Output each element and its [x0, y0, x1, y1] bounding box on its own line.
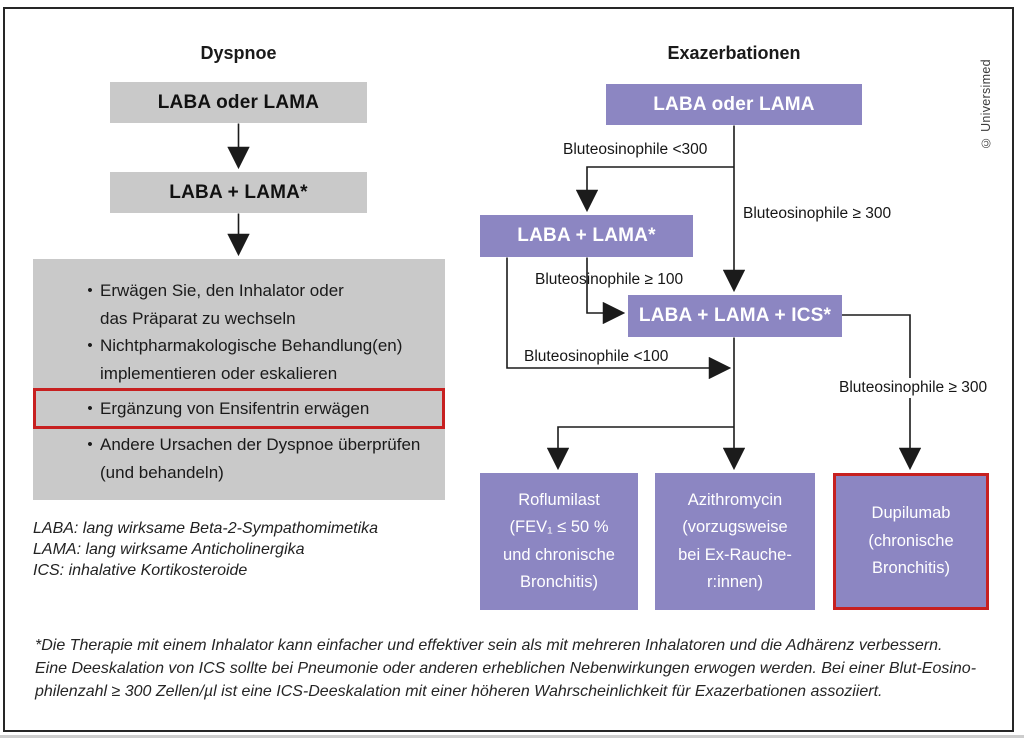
branch-label-eos-ge100: Bluteosinophile ≥ 100: [535, 271, 684, 288]
legend-line-lama: LAMA: lang wirksame Anticholinergika: [33, 541, 305, 558]
list-item: [33, 431, 445, 486]
bullet-icon: •: [87, 337, 93, 354]
list-item-highlighted-ensifentrin: [33, 388, 445, 429]
exa-step-laba-plus-lama: LABA + LAMA*: [480, 215, 693, 257]
column-title-exazerbationen: Exazerbationen: [667, 43, 801, 63]
bullet-icon: •: [87, 282, 93, 299]
dyspnoe-step-laba-plus-lama: LABA + LAMA*: [110, 172, 367, 213]
outcome-roflumilast: Roflumilast (FEV₁ ≤ 50 % und chronische Bronchitis): [480, 473, 638, 610]
list-item: [33, 277, 445, 332]
abbreviation-legend: [33, 518, 378, 581]
bottom-edge-divider: [0, 735, 1024, 738]
legend-line-ics: ICS: inhalative Kortikosteroide: [33, 562, 248, 579]
branch-label-eos-lt100: Bluteosinophile <100: [524, 348, 669, 365]
list-item: [33, 332, 445, 387]
outcome-dupilumab-highlighted: Dupilumab (chronische Bronchitis): [833, 473, 989, 610]
bullet-text: Erwägen Sie, den Inhalator oder das Präparat zu wechseln: [100, 281, 344, 328]
branch-label-eos-ge300-bottom: Bluteosinophile ≥ 300: [836, 378, 990, 398]
bullet-text: Andere Ursachen der Dyspnoe überprüfen (und behandeln): [100, 435, 421, 482]
branch-label-eos-ge300-top: Bluteosinophile ≥ 300: [743, 205, 892, 222]
exa-step-laba-lama-ics: LABA + LAMA + ICS*: [628, 295, 842, 337]
copyright-credit: © Universimed: [979, 59, 993, 150]
legend-line-laba: LABA: lang wirksame Beta-2-Sympathomimetika: [33, 520, 379, 537]
branch-label-eos-lt300: Bluteosinophile <300: [563, 141, 708, 158]
bullet-icon: •: [87, 436, 93, 453]
exa-step-laba-oder-lama: LABA oder LAMA: [606, 84, 862, 125]
footnote: *Die Therapie mit einem Inhalator kann einfacher und effektiver sein als mit mehreren Inhalatoren und die Adhärenz verbessern. Eine Deeskalation von ICS sollte bei Pneumonie oder anderen erheblichen Nebenwirkungen erwogen werden. Bei einer Blut-Eosino- philenzahl ≥ 300 Zellen/µl ist eine ICS-Deeskalation mit einer höheren Wahrscheinlichkeit für Exazerbationen assoziiert.: [35, 637, 977, 700]
dyspnoe-recommendations-box: [33, 259, 445, 500]
bullet-text: Nichtpharmakologische Behandlung(en) implementieren oder eskalieren: [100, 336, 403, 383]
outcome-azithromycin: Azithromycin (vorzugsweise bei Ex-Rauche- r:innen): [655, 473, 815, 610]
bullet-icon: •: [87, 400, 93, 417]
bullet-text: Ergänzung von Ensifentrin erwägen: [100, 398, 370, 418]
column-title-dyspnoe: Dyspnoe: [200, 43, 277, 63]
dyspnoe-step-laba-oder-lama: LABA oder LAMA: [110, 82, 367, 123]
